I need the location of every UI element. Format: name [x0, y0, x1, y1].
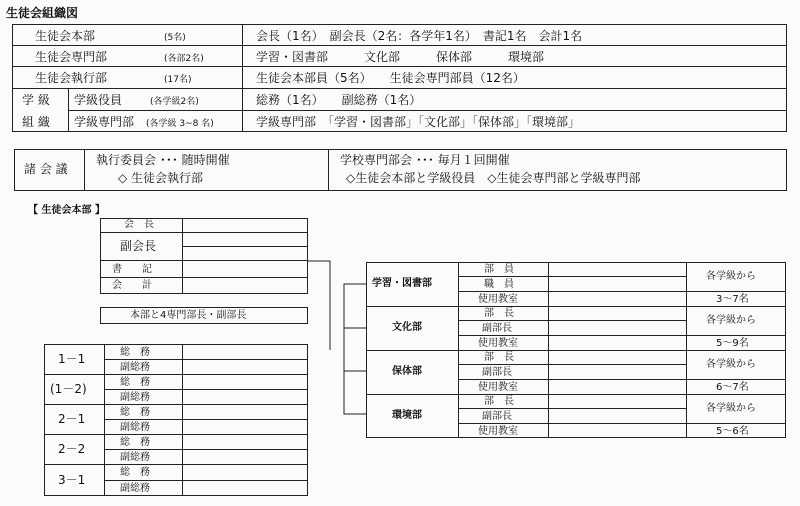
row-name: 生徒会本部: [35, 29, 96, 43]
dept-role: 使用教室: [478, 294, 518, 305]
row-count: (5名): [164, 33, 186, 43]
row-count: (各学級 3~8 名): [146, 119, 214, 129]
exec-members: ◇ 生徒会執行部: [118, 171, 204, 185]
class-label: 2－2: [58, 442, 86, 456]
class-role: 副総務: [120, 392, 150, 403]
dept-role: 部 長: [484, 352, 514, 363]
class-role: 総 務: [120, 467, 150, 478]
row-desc: 学習・図書部 文化部 保体部 環境部: [256, 50, 545, 64]
row-desc: 会長（1名） 副会長（2名：各学年1名） 書記1名 会計1名: [256, 29, 583, 43]
dept-role: 部 長: [484, 396, 514, 407]
class-role: 副総務: [120, 452, 150, 463]
dept-role: 部 長: [484, 308, 514, 319]
class-label: 3－1: [58, 473, 86, 487]
connector: [308, 261, 330, 350]
row-name: 生徒会執行部: [35, 71, 108, 85]
dept-role: 使用教室: [478, 426, 518, 437]
role-label: 副会長: [120, 239, 157, 253]
class-role: 総 務: [120, 437, 150, 448]
role-label: 書 記: [112, 264, 152, 275]
dept-note: 6～7名: [716, 382, 749, 393]
class-label: (1－2): [50, 382, 87, 396]
dept-role: 副部長: [482, 323, 512, 334]
caption-text: 本部と4専門部長・副部長: [130, 310, 247, 321]
dept-note: 各学級から: [706, 271, 756, 282]
dept-name: 環境部: [392, 410, 422, 421]
dept-name: 学習・図書部: [372, 278, 432, 289]
row-desc: 学級専門部 「学習・図書部」「文化部」「保体部」「環境部」: [256, 115, 581, 129]
role-label: 会 計: [112, 280, 152, 291]
school-members: ◇生徒会本部と学級役員 ◇生徒会専門部と学級専門部: [346, 171, 641, 185]
dept-note: 各学級から: [706, 359, 756, 370]
dept-note: 各学級から: [706, 315, 756, 326]
dept-note: 5～6名: [716, 426, 749, 437]
dept-note: 各学級から: [706, 403, 756, 414]
class-label: 1－1: [58, 352, 86, 366]
meetings-label: 諸 会 議: [24, 162, 68, 176]
role-label: 会 長: [124, 219, 154, 230]
dept-role: 職 員: [484, 279, 514, 290]
class-role: 副総務: [120, 483, 150, 494]
dept-role: 部 員: [484, 264, 514, 275]
class-role: 総 務: [120, 407, 150, 418]
row-count: (17名): [164, 75, 192, 85]
class-role: 総 務: [120, 347, 150, 358]
row-name: 学級専門部: [74, 115, 135, 129]
exec-committee: 執行委員会 ･･･ 随時開催: [96, 153, 230, 167]
class-role: 副総務: [120, 422, 150, 433]
connector: [344, 284, 366, 414]
group-label: 組 織: [22, 115, 50, 129]
honbu-heading: 【 生徒会本部 】: [28, 205, 105, 216]
class-role: 副総務: [120, 362, 150, 373]
dept-note: 3～7名: [716, 294, 749, 305]
row-count: (各学級2名): [150, 97, 199, 107]
row-desc: 総務（1名） 副総務（1名）: [256, 93, 422, 107]
dept-role: 副部長: [482, 411, 512, 422]
row-count: (各部2名): [164, 54, 204, 64]
row-name: 生徒会専門部: [35, 50, 108, 64]
school-committee: 学校専門部会 ･･･ 毎月１回開催: [340, 153, 510, 167]
row-name: 学級役員: [74, 93, 123, 107]
dept-role: 使用教室: [478, 338, 518, 349]
dept-role: 使用教室: [478, 382, 518, 393]
page-title: 生徒会組織図: [6, 6, 79, 20]
class-role: 総 務: [120, 377, 150, 388]
row-desc: 生徒会本部員（5名） 生徒会専門部員（12名）: [256, 71, 525, 85]
dept-role: 副部長: [482, 367, 512, 378]
dept-name: 文化部: [392, 322, 422, 333]
dept-name: 保体部: [392, 366, 422, 377]
dept-note: 5～9名: [716, 338, 749, 349]
group-label: 学 級: [22, 93, 50, 107]
class-label: 2－1: [58, 412, 86, 426]
